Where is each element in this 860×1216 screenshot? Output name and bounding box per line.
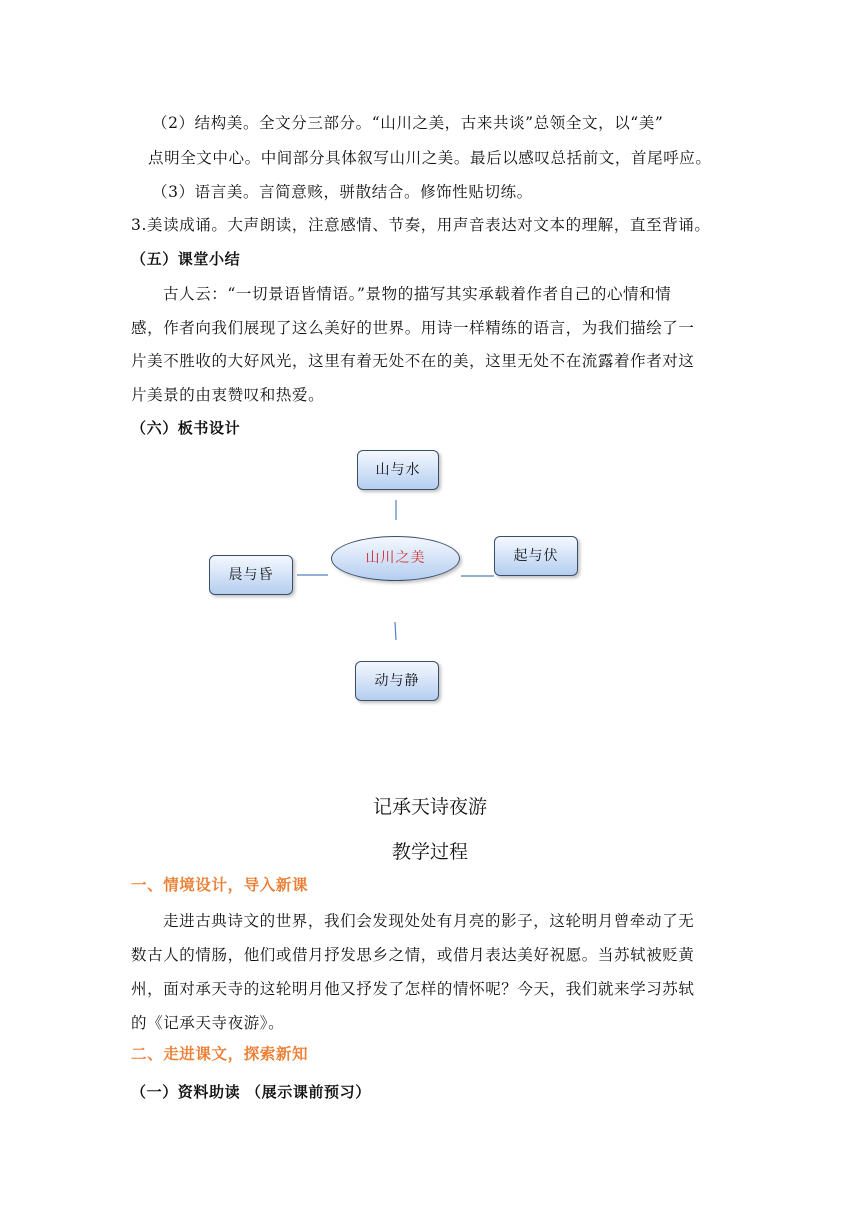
section-1-line-4: 的《记承天寺夜游》。: [131, 1014, 285, 1032]
board-design-heading: （六）板书设计: [131, 419, 241, 437]
diagram-node-top: 山与水: [357, 450, 439, 490]
summary-line-2: 感，作者向我们展现了这么美好的世界。用诗一样精练的语言，为我们描绘了一: [131, 319, 695, 337]
summary-line-1: 古人云：“一切景语皆情语。”景物的描写其实承载着作者自己的心情和情: [163, 285, 672, 303]
structure-paragraph-line-2: 点明全文中心。中间部分具体叙写山川之美。最后以感叹总括前文，首尾呼应。: [148, 149, 712, 167]
diagram-center-ellipse: 山川之美: [331, 536, 460, 581]
summary-line-4: 片美景的由衷赞叹和热爱。: [131, 386, 325, 404]
structure-paragraph-line-1: （2）结构美。全文分三部分。“山川之美，古来共谈”总领全文，以“美”: [152, 114, 664, 132]
lesson-subtitle: 教学过程: [391, 841, 468, 863]
section-1-line-2: 数古人的情肠，他们或借月抒发思乡之情，或借月表达美好祝愿。当苏轼被贬黄: [131, 946, 695, 964]
diagram-node-bottom: 动与静: [355, 661, 439, 701]
language-paragraph: （3）语言美。言简意赅，骈散结合。修饰性贴切练。: [152, 183, 533, 201]
diagram-node-right: 起与伏: [494, 536, 578, 576]
section-1-heading: 一、情境设计，导入新课: [131, 876, 309, 894]
section-2-subheading: （一）资料助读 （展示课前预习）: [131, 1083, 371, 1101]
section-2-heading: 二、走进课文，探索新知: [131, 1045, 309, 1063]
recite-paragraph: 3.美读成诵。大声朗读，注意感情、节奏，用声音表达对文本的理解，直至背诵。: [131, 216, 711, 234]
section-1-line-1: 走进古典诗文的世界，我们会发现处处有月亮的影子，这轮明月曾牵动了无: [163, 912, 695, 930]
summary-line-3: 片美不胜收的大好风光，这里有着无处不在的美，这里无处不在流露着作者对这: [131, 352, 695, 370]
section-1-line-3: 州，面对承天寺的这轮明月他又抒发了怎样的情怀呢？今天，我们就来学习苏轼: [131, 980, 695, 998]
summary-heading: （五）课堂小结: [131, 250, 241, 268]
lesson-title: 记承天诗夜游: [372, 796, 487, 818]
diagram-node-left: 晨与昏: [209, 555, 293, 595]
